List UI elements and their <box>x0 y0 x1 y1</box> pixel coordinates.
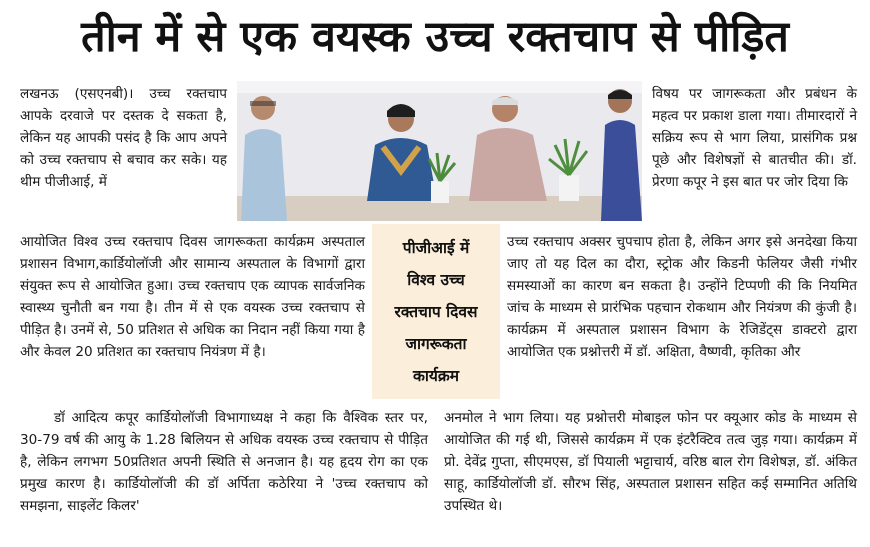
left-intro-paragraph: लखनऊ (एसएनबी)। उच्च रक्तचाप आपके दरवाजे पर दस्तक दे सकता है, लेकिन यह आपकी पसंद है कि आप अपने को उच्च रक्तचाप से बचाव कर सके। यह थीम पीजीआई, में <box>20 86 227 190</box>
highlight-line-5: कार्यक्रम <box>412 367 460 385</box>
highlight-line-4: जागरूकता <box>405 335 467 353</box>
right-closing-paragraph: अनमोल ने भाग लिया। यह प्रश्नोत्तरी मोबाइल फोन पर क्यूआर कोड के माध्यम से आयोजित की गई थी, जिससे कार्यक्रम में एक इंटरैक्टिव तत्व जुड़ गया। कार्यक्रम में प्रो. देवेंद्र गुप्ता, सीएमएस, डॉ पियाली भट्टाचार्य, वरिष्ठ बाल रोग विशेषज्ञ, डॉ. अंकित साहू, कार्डियोलॉजी डॉ. सौरभ सिंह, अस्पताल प्रशासन सहित कई सम्मानित अतिथि उपस्थित थे। <box>444 410 857 514</box>
headline: तीन में से एक वयस्क उच्च रक्तचाप से पीड़ित <box>81 12 789 62</box>
highlight-box <box>372 224 500 399</box>
right-intro-paragraph: विषय पर जागरूकता और प्रबंधन के महत्व पर प्रकाश डाला गया। तीमारदारों ने सक्रिय रूप से भाग लिया, प्रासंगिक प्रश्न पूछे और विशेषज्ञों से बातचीत की। डॉ. प्रेरणा कपूर ने इस बात पर जोर दिया कि <box>652 86 857 190</box>
highlight-line-3: रक्तचाप दिवस <box>394 303 478 321</box>
highlight-line-1: पीजीआई में <box>402 239 470 257</box>
right-body-paragraph: उच्च रक्तचाप अक्सर चुपचाप होता है, लेकिन अगर इसे अनदेखा किया जाए तो यह दिल का दौरा, स्ट्रोक और किडनी फेलियर जैसी गंभीर समस्याओं का कारण बन सकता है। उन्होंने टिप्पणी की कि नियमित जांच के माध्यम से प्रारंभिक पहचान रोकथाम और नियंत्रण की कुंजी है। कार्यक्रम में अस्पताल प्रशासन विभाग के रेजिडेंट्स डाक्टरो द्वारा आयोजित एक प्रश्नोत्तरी में डॉ. अक्षिता, वैष्णवी, कृतिका और <box>507 234 857 360</box>
left-quote-paragraph: डॉ आदित्य कपूर कार्डियोलॉजी विभागाध्यक्ष ने कहा कि वैश्विक स्तर पर, 30-79 वर्ष की आयु के 1.28 बिलियन से अधिक वयस्क उच्च रक्तचाप से पीड़ित है, लेकिन लगभग 50प्रतिशत अपनी स्थिति से अनजान है। यह हृदय रोग का एक प्रमुख कारण है। कार्डियोलॉजी की डॉ अर्पिता कठेरिया ने 'उच्च रक्तचाप को समझना, साइलेंट किलर' <box>20 410 428 514</box>
highlight-box-text <box>372 232 500 392</box>
event-photo <box>237 81 642 221</box>
highlight-line-2: विश्व उच्च <box>407 271 465 289</box>
event-photo-illustration <box>237 81 642 221</box>
left-body-paragraph: आयोजित विश्व उच्च रक्तचाप दिवस जागरूकता कार्यक्रम अस्पताल प्रशासन विभाग,कार्डियोलॉजी और सामान्य अस्पताल के विभागों द्वारा संयुक्त रूप से आयोजित हुआ। उच्च रक्तचाप एक व्यापक सार्वजनिक स्वास्थ्य चुनौती बन गया है। तीन में से एक वयस्क उच्च रक्तचाप से पीड़ित है। उनमें से, 50 प्रतिशत से अधिक का निदान नहीं किया गया है और केवल 20 प्रतिशत का रक्तचाप नियंत्रण में है। <box>20 234 365 360</box>
